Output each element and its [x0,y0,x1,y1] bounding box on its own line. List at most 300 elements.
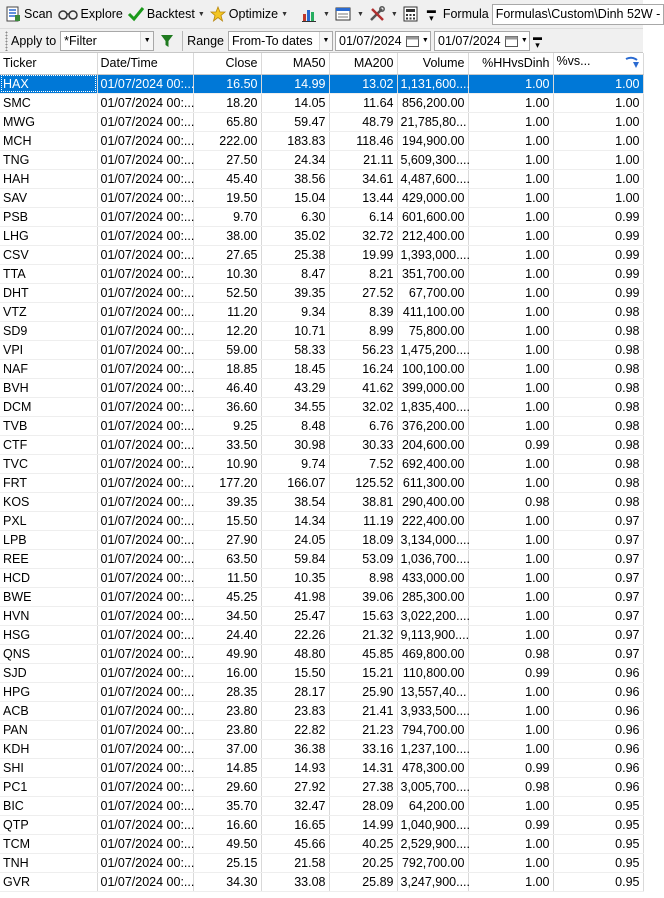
ma50-cell[interactable]: 14.05 [261,93,329,112]
ticker-cell[interactable]: TVC [0,454,97,473]
ma50-cell[interactable]: 35.02 [261,226,329,245]
volume-cell[interactable]: 2,529,900.... [397,834,468,853]
datetime-cell[interactable]: 01/07/2024 00:... [97,720,193,739]
to-date-picker[interactable] [434,31,530,51]
volume-cell[interactable]: 411,100.00 [397,302,468,321]
close-cell[interactable]: 33.50 [193,435,261,454]
volume-cell[interactable]: 75,800.00 [397,321,468,340]
vs-cell[interactable]: 0.97 [553,625,643,644]
ticker-cell[interactable]: LPB [0,530,97,549]
close-cell[interactable]: 36.60 [193,397,261,416]
ticker-cell[interactable]: DHT [0,283,97,302]
volume-cell[interactable]: 611,300.00 [397,473,468,492]
volume-cell[interactable]: 13,557,40... [397,682,468,701]
vs-cell[interactable]: 0.99 [553,245,643,264]
hhvsdinh-cell[interactable]: 1.00 [468,511,553,530]
table-row[interactable] [0,302,643,321]
close-cell[interactable]: 9.70 [193,207,261,226]
vs-cell[interactable]: 0.95 [553,796,643,815]
vs-cell[interactable]: 0.98 [553,378,643,397]
table-row[interactable] [0,188,643,207]
datetime-cell[interactable]: 01/07/2024 00:... [97,682,193,701]
datetime-cell[interactable]: 01/07/2024 00:... [97,568,193,587]
ticker-cell[interactable]: MWG [0,112,97,131]
datetime-cell[interactable]: 01/07/2024 00:... [97,530,193,549]
ma200-cell[interactable]: 45.85 [329,644,397,663]
close-cell[interactable]: 19.50 [193,188,261,207]
volume-cell[interactable]: 110,800.00 [397,663,468,682]
ma50-cell[interactable]: 41.98 [261,587,329,606]
ticker-cell[interactable]: PXL [0,511,97,530]
close-cell[interactable]: 23.80 [193,701,261,720]
hhvsdinh-cell[interactable]: 1.00 [468,872,553,891]
ticker-cell[interactable]: CTF [0,435,97,454]
table-row[interactable] [0,473,643,492]
hhvsdinh-cell[interactable]: 1.00 [468,625,553,644]
vs-cell[interactable]: 1.00 [553,169,643,188]
ma200-cell[interactable]: 39.06 [329,587,397,606]
volume-cell[interactable]: 3,005,700.... [397,777,468,796]
datetime-cell[interactable]: 01/07/2024 00:... [97,131,193,150]
datetime-cell[interactable]: 01/07/2024 00:... [97,758,193,777]
datetime-cell[interactable]: 01/07/2024 00:... [97,169,193,188]
ma50-cell[interactable]: 14.34 [261,511,329,530]
hhvsdinh-cell[interactable]: 0.98 [468,492,553,511]
ticker-cell[interactable]: VPI [0,340,97,359]
apply-to-select[interactable] [60,31,154,51]
ma200-cell[interactable]: 41.62 [329,378,397,397]
ma50-cell[interactable]: 27.92 [261,777,329,796]
datetime-cell[interactable]: 01/07/2024 00:... [97,663,193,682]
ticker-cell[interactable]: VTZ [0,302,97,321]
table-row[interactable] [0,549,643,568]
hhvsdinh-cell[interactable]: 1.00 [468,416,553,435]
ma200-cell[interactable]: 25.89 [329,872,397,891]
ma200-cell[interactable]: 7.52 [329,454,397,473]
ma50-cell[interactable]: 9.74 [261,454,329,473]
ticker-cell[interactable]: SAV [0,188,97,207]
ma200-cell[interactable]: 18.09 [329,530,397,549]
vs-cell[interactable]: 0.99 [553,226,643,245]
vs-cell[interactable]: 0.96 [553,720,643,739]
close-cell[interactable]: 12.20 [193,321,261,340]
ma50-cell[interactable]: 24.05 [261,530,329,549]
ma200-cell[interactable]: 11.19 [329,511,397,530]
hhvsdinh-cell[interactable]: 1.00 [468,150,553,169]
close-cell[interactable]: 18.85 [193,359,261,378]
table-row[interactable] [0,606,643,625]
volume-cell[interactable]: 290,400.00 [397,492,468,511]
vs-cell[interactable]: 0.95 [553,853,643,872]
ma200-cell[interactable]: 28.09 [329,796,397,815]
table-row[interactable] [0,739,643,758]
volume-cell[interactable]: 1,835,400.... [397,397,468,416]
vs-cell[interactable]: 0.97 [553,587,643,606]
ma200-cell[interactable]: 21.32 [329,625,397,644]
hhvsdinh-cell[interactable]: 1.00 [468,606,553,625]
close-cell[interactable]: 27.90 [193,530,261,549]
volume-cell[interactable]: 399,000.00 [397,378,468,397]
datetime-cell[interactable]: 01/07/2024 00:... [97,226,193,245]
hhvsdinh-cell[interactable]: 1.00 [468,359,553,378]
close-cell[interactable]: 34.30 [193,872,261,891]
ma200-cell[interactable]: 27.52 [329,283,397,302]
calendar-icon[interactable] [406,35,419,47]
close-cell[interactable]: 11.50 [193,568,261,587]
table-row[interactable] [0,416,643,435]
ma50-cell[interactable]: 28.17 [261,682,329,701]
vs-cell[interactable]: 0.98 [553,416,643,435]
volume-cell[interactable]: 478,300.00 [397,758,468,777]
close-cell[interactable]: 49.90 [193,644,261,663]
table-row[interactable] [0,492,643,511]
ticker-cell[interactable]: SHI [0,758,97,777]
ma50-cell[interactable]: 33.08 [261,872,329,891]
ticker-cell[interactable]: HCD [0,568,97,587]
table-row[interactable] [0,758,643,777]
hhvsdinh-cell[interactable]: 1.00 [468,112,553,131]
volume-cell[interactable]: 3,134,000.... [397,530,468,549]
filterbar-overflow-icon[interactable]: ▬ ▾ [533,31,543,50]
vs-cell[interactable]: 0.98 [553,340,643,359]
ticker-cell[interactable]: PC1 [0,777,97,796]
ma50-cell[interactable]: 59.84 [261,549,329,568]
hhvsdinh-cell[interactable]: 1.00 [468,853,553,872]
hhvsdinh-cell[interactable]: 1.00 [468,302,553,321]
close-cell[interactable]: 28.35 [193,682,261,701]
column-header-ma200[interactable]: MA200 [329,53,397,74]
ma50-cell[interactable]: 15.04 [261,188,329,207]
datetime-cell[interactable]: 01/07/2024 00:... [97,359,193,378]
ma200-cell[interactable]: 8.99 [329,321,397,340]
table-row[interactable] [0,264,643,283]
ticker-cell[interactable]: BIC [0,796,97,815]
hhvsdinh-cell[interactable]: 0.99 [468,758,553,777]
table-row[interactable] [0,245,643,264]
close-cell[interactable]: 14.85 [193,758,261,777]
ma200-cell[interactable]: 25.90 [329,682,397,701]
table-row[interactable] [0,340,643,359]
ticker-cell[interactable]: GVR [0,872,97,891]
volume-cell[interactable]: 21,785,80... [397,112,468,131]
ma50-cell[interactable]: 25.38 [261,245,329,264]
column-header-ma50[interactable]: MA50 [261,53,329,74]
ticker-cell[interactable]: NAF [0,359,97,378]
vs-cell[interactable]: 0.96 [553,701,643,720]
ma50-cell[interactable]: 45.66 [261,834,329,853]
volume-cell[interactable]: 692,400.00 [397,454,468,473]
close-cell[interactable]: 49.50 [193,834,261,853]
vs-cell[interactable]: 0.95 [553,872,643,891]
ticker-cell[interactable]: HAH [0,169,97,188]
datetime-cell[interactable]: 01/07/2024 00:... [97,549,193,568]
hhvsdinh-cell[interactable]: 1.00 [468,682,553,701]
vs-cell[interactable]: 0.95 [553,815,643,834]
hhvsdinh-cell[interactable]: 0.99 [468,663,553,682]
close-cell[interactable]: 177.20 [193,473,261,492]
datetime-cell[interactable]: 01/07/2024 00:... [97,74,193,93]
vs-cell[interactable]: 0.97 [553,644,643,663]
vs-cell[interactable]: 0.99 [553,283,643,302]
backtest-button[interactable] [125,3,207,25]
ticker-cell[interactable]: BWE [0,587,97,606]
vs-cell[interactable]: 1.00 [553,74,643,93]
volume-cell[interactable]: 1,040,900.... [397,815,468,834]
hhvsdinh-cell[interactable]: 1.00 [468,530,553,549]
vs-cell[interactable]: 0.98 [553,359,643,378]
hhvsdinh-cell[interactable]: 1.00 [468,283,553,302]
ma50-cell[interactable]: 25.47 [261,606,329,625]
settings-dropdown-icon[interactable]: ▼ [390,10,398,18]
backtest-dropdown-icon[interactable]: ▼ [197,10,205,18]
close-cell[interactable]: 27.50 [193,150,261,169]
close-cell[interactable]: 15.50 [193,511,261,530]
ma200-cell[interactable]: 40.25 [329,834,397,853]
datetime-cell[interactable]: 01/07/2024 00:... [97,93,193,112]
vs-cell[interactable]: 1.00 [553,150,643,169]
from-date-dropdown-icon[interactable]: ▼ [421,37,429,44]
ma50-cell[interactable]: 36.38 [261,739,329,758]
ma200-cell[interactable]: 11.64 [329,93,397,112]
table-row[interactable] [0,454,643,473]
ticker-cell[interactable]: BVH [0,378,97,397]
close-cell[interactable]: 65.80 [193,112,261,131]
vs-cell[interactable]: 0.98 [553,435,643,454]
close-cell[interactable]: 25.15 [193,853,261,872]
hhvsdinh-cell[interactable]: 1.00 [468,226,553,245]
ma50-cell[interactable]: 39.35 [261,283,329,302]
ma50-cell[interactable]: 43.29 [261,378,329,397]
column-header-volume[interactable]: Volume [397,53,468,74]
hhvsdinh-cell[interactable]: 1.00 [468,549,553,568]
volume-cell[interactable]: 194,900.00 [397,131,468,150]
ma200-cell[interactable]: 13.44 [329,188,397,207]
table-row[interactable] [0,853,643,872]
ma50-cell[interactable]: 23.83 [261,701,329,720]
ma200-cell[interactable]: 32.72 [329,226,397,245]
vs-cell[interactable]: 0.96 [553,682,643,701]
vs-cell[interactable]: 0.97 [553,606,643,625]
from-date-picker[interactable] [335,31,431,51]
close-cell[interactable]: 16.60 [193,815,261,834]
close-cell[interactable]: 11.20 [193,302,261,321]
volume-cell[interactable]: 3,022,200.... [397,606,468,625]
ticker-cell[interactable]: ACB [0,701,97,720]
datetime-cell[interactable]: 01/07/2024 00:... [97,283,193,302]
ticker-cell[interactable]: TCM [0,834,97,853]
table-row[interactable] [0,283,643,302]
table-row[interactable] [0,530,643,549]
ma200-cell[interactable]: 8.98 [329,568,397,587]
ma200-cell[interactable]: 6.76 [329,416,397,435]
datetime-cell[interactable]: 01/07/2024 00:... [97,378,193,397]
vs-cell[interactable]: 0.98 [553,454,643,473]
vs-cell[interactable]: 1.00 [553,93,643,112]
table-row[interactable] [0,169,643,188]
ma50-cell[interactable]: 10.35 [261,568,329,587]
hhvsdinh-cell[interactable]: 1.00 [468,321,553,340]
datetime-cell[interactable]: 01/07/2024 00:... [97,302,193,321]
table-row[interactable] [0,207,643,226]
ma200-cell[interactable]: 15.63 [329,606,397,625]
to-date-dropdown-icon[interactable]: ▼ [520,37,528,44]
vs-cell[interactable]: 1.00 [553,131,643,150]
close-cell[interactable]: 38.00 [193,226,261,245]
ticker-cell[interactable]: TTA [0,264,97,283]
hhvsdinh-cell[interactable]: 1.00 [468,568,553,587]
ma50-cell[interactable]: 21.58 [261,853,329,872]
close-cell[interactable]: 39.35 [193,492,261,511]
datetime-cell[interactable]: 01/07/2024 00:... [97,644,193,663]
hhvsdinh-cell[interactable]: 1.00 [468,207,553,226]
volume-cell[interactable]: 792,700.00 [397,853,468,872]
ticker-cell[interactable]: SD9 [0,321,97,340]
ma50-cell[interactable]: 22.82 [261,720,329,739]
ticker-cell[interactable]: FRT [0,473,97,492]
hhvsdinh-cell[interactable]: 1.00 [468,378,553,397]
ticker-cell[interactable]: SJD [0,663,97,682]
close-cell[interactable]: 10.30 [193,264,261,283]
volume-cell[interactable]: 794,700.00 [397,720,468,739]
close-cell[interactable]: 18.20 [193,93,261,112]
volume-cell[interactable]: 856,200.00 [397,93,468,112]
datetime-cell[interactable]: 01/07/2024 00:... [97,207,193,226]
volume-cell[interactable]: 222,400.00 [397,511,468,530]
ma200-cell[interactable]: 21.41 [329,701,397,720]
table-row[interactable] [0,796,643,815]
ma50-cell[interactable]: 24.34 [261,150,329,169]
column-header-datetime[interactable]: Date/Time [97,53,193,74]
datetime-cell[interactable]: 01/07/2024 00:... [97,739,193,758]
volume-cell[interactable]: 9,113,900.... [397,625,468,644]
optimize-button[interactable] [207,3,290,25]
volume-cell[interactable]: 1,475,200.... [397,340,468,359]
ma200-cell[interactable]: 125.52 [329,473,397,492]
hhvsdinh-cell[interactable]: 1.00 [468,74,553,93]
ma50-cell[interactable]: 183.83 [261,131,329,150]
ma50-cell[interactable]: 48.80 [261,644,329,663]
datetime-cell[interactable]: 01/07/2024 00:... [97,606,193,625]
ma50-cell[interactable]: 30.98 [261,435,329,454]
volume-cell[interactable]: 1,237,100.... [397,739,468,758]
ticker-cell[interactable]: PSB [0,207,97,226]
ticker-cell[interactable]: HPG [0,682,97,701]
hhvsdinh-cell[interactable]: 1.00 [468,720,553,739]
close-cell[interactable]: 46.40 [193,378,261,397]
column-header-hhvsdinh[interactable]: %HHvsDinh [468,53,553,74]
vs-cell[interactable]: 0.97 [553,530,643,549]
table-row[interactable] [0,378,643,397]
ticker-cell[interactable]: MCH [0,131,97,150]
datetime-cell[interactable]: 01/07/2024 00:... [97,264,193,283]
datetime-cell[interactable]: 01/07/2024 00:... [97,150,193,169]
table-row[interactable] [0,587,643,606]
datetime-cell[interactable]: 01/07/2024 00:... [97,454,193,473]
hhvsdinh-cell[interactable]: 0.98 [468,777,553,796]
datetime-cell[interactable]: 01/07/2024 00:... [97,340,193,359]
table-row[interactable] [0,872,643,891]
ma50-cell[interactable]: 16.65 [261,815,329,834]
vs-cell[interactable]: 0.98 [553,492,643,511]
volume-cell[interactable]: 3,933,500.... [397,701,468,720]
ma50-cell[interactable]: 10.71 [261,321,329,340]
datetime-cell[interactable]: 01/07/2024 00:... [97,834,193,853]
close-cell[interactable]: 34.50 [193,606,261,625]
vs-cell[interactable]: 1.00 [553,112,643,131]
hhvsdinh-cell[interactable]: 1.00 [468,739,553,758]
ticker-cell[interactable]: SMC [0,93,97,112]
datetime-cell[interactable]: 01/07/2024 00:... [97,112,193,131]
table-row[interactable] [0,644,643,663]
table-row[interactable] [0,568,643,587]
ma50-cell[interactable]: 22.26 [261,625,329,644]
table-row[interactable] [0,359,643,378]
ma50-cell[interactable]: 14.99 [261,74,329,93]
report-button[interactable] [332,3,366,25]
ma50-cell[interactable]: 58.33 [261,340,329,359]
vs-cell[interactable]: 0.96 [553,777,643,796]
datetime-cell[interactable]: 01/07/2024 00:... [97,245,193,264]
table-row[interactable] [0,720,643,739]
ma50-cell[interactable]: 6.30 [261,207,329,226]
ma200-cell[interactable]: 33.16 [329,739,397,758]
hhvsdinh-cell[interactable]: 0.98 [468,644,553,663]
datetime-cell[interactable]: 01/07/2024 00:... [97,853,193,872]
ticker-cell[interactable]: HVN [0,606,97,625]
table-row[interactable] [0,435,643,454]
close-cell[interactable]: 37.00 [193,739,261,758]
ticker-cell[interactable]: TVB [0,416,97,435]
table-row[interactable] [0,625,643,644]
ma50-cell[interactable]: 9.34 [261,302,329,321]
calculator-button[interactable] [400,3,424,25]
ticker-cell[interactable]: LHG [0,226,97,245]
settings-button[interactable] [366,3,400,25]
optimize-dropdown-icon[interactable]: ▼ [281,10,289,18]
datetime-cell[interactable]: 01/07/2024 00:... [97,777,193,796]
ma200-cell[interactable]: 21.23 [329,720,397,739]
ma200-cell[interactable]: 32.02 [329,397,397,416]
ticker-cell[interactable]: QNS [0,644,97,663]
ma200-cell[interactable]: 6.14 [329,207,397,226]
datetime-cell[interactable]: 01/07/2024 00:... [97,473,193,492]
vs-cell[interactable]: 0.96 [553,758,643,777]
table-row[interactable] [0,74,643,93]
ma200-cell[interactable]: 14.99 [329,815,397,834]
ticker-cell[interactable]: TNG [0,150,97,169]
ma50-cell[interactable]: 34.55 [261,397,329,416]
vs-cell[interactable]: 0.98 [553,397,643,416]
ma50-cell[interactable]: 8.48 [261,416,329,435]
ma50-cell[interactable]: 38.56 [261,169,329,188]
ticker-cell[interactable]: KDH [0,739,97,758]
table-row[interactable] [0,663,643,682]
vs-cell[interactable]: 0.99 [553,207,643,226]
toolbar-overflow-icon[interactable]: ▬ ▾ [426,5,436,23]
volume-cell[interactable]: 67,700.00 [397,283,468,302]
hhvsdinh-cell[interactable]: 1.00 [468,131,553,150]
volume-cell[interactable]: 469,800.00 [397,644,468,663]
close-cell[interactable]: 10.90 [193,454,261,473]
column-header-vs[interactable] [553,53,643,74]
range-dropdown-icon[interactable]: ▼ [319,32,332,50]
ma200-cell[interactable]: 34.61 [329,169,397,188]
hhvsdinh-cell[interactable]: 1.00 [468,188,553,207]
vs-cell[interactable]: 0.98 [553,321,643,340]
ticker-cell[interactable]: CSV [0,245,97,264]
filterbar-grip-icon[interactable] [5,31,8,51]
report-dropdown-icon[interactable]: ▼ [356,10,364,18]
